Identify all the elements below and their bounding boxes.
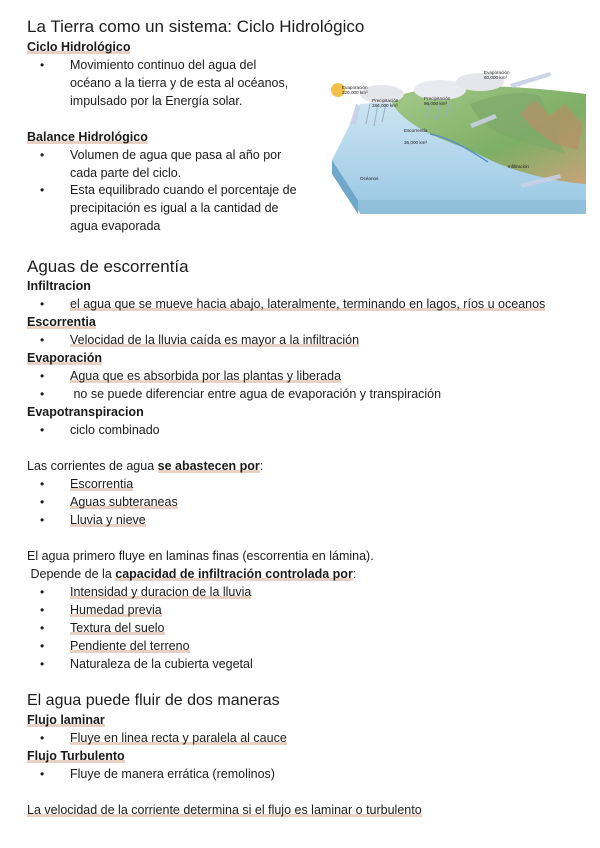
ciclo-line-3: impulsado por la Energía solar.: [70, 94, 243, 108]
corrientes-intro: [27, 459, 263, 473]
laminas-item-3: Textura del suelo: [70, 621, 165, 635]
evapotranspiracion-heading: Evapotranspiracion: [27, 405, 144, 419]
laminas-line-2-end: :: [352, 567, 357, 581]
label-evap-land: Evaporación: [484, 70, 510, 75]
flujo-turbulento-heading: Flujo Turbulento: [27, 749, 125, 763]
bullet-icon: •: [40, 148, 45, 162]
bullet-icon: •: [40, 183, 45, 197]
escorrentia-heading: Escorrentia: [27, 315, 96, 329]
laminas-item-1: Intensidad y duracion de la lluvia: [70, 585, 252, 599]
laminas-line-1: El agua primero fluye en laminas finas (escorrentia en lámina).: [27, 549, 374, 563]
corrientes-item-2: Aguas subteraneas: [70, 495, 178, 509]
balance-b2-line-1: Esta equilibrado cuando el porcentaje de: [70, 183, 297, 197]
laminas-line-2-plain: Depende de la: [27, 567, 116, 581]
flujo-laminar-heading: Flujo laminar: [27, 713, 105, 727]
balance-b2-line-2: precipitación es igual a la cantidad de: [70, 201, 279, 215]
flujo-turbulento-item: Fluye de manera errática (remolinos): [70, 767, 275, 781]
bullet-icon: •: [40, 603, 45, 617]
bullet-icon: •: [40, 423, 45, 437]
label-runoff-val: 36,000 km³: [404, 140, 427, 145]
label-precip-land-val: 96,000 km³: [424, 101, 447, 106]
bullet-icon: •: [40, 58, 45, 72]
corrientes-intro-plain: Las corrientes de agua: [27, 459, 158, 473]
flujo-section-title: El agua puede fluir de dos maneras: [27, 692, 280, 709]
bullet-icon: •: [40, 369, 45, 383]
bullet-icon: •: [40, 657, 45, 671]
corrientes-item-1: Escorrentia: [70, 477, 134, 491]
label-runoff: Escorrentía: [404, 128, 428, 133]
evapotranspiracion-item: ciclo combinado: [70, 423, 160, 437]
laminas-line-2: [27, 567, 356, 581]
ciclo-heading: Ciclo Hidrológico: [27, 40, 131, 54]
escorrentia-item: Velocidad de la lluvia caída es mayor a la infiltración: [70, 333, 360, 347]
corrientes-intro-end: :: [259, 459, 264, 473]
bullet-icon: •: [40, 297, 45, 311]
laminas-item-5: Naturaleza de la cubierta vegetal: [70, 657, 253, 671]
evaporacion-item-1: Agua que es absorbida por las plantas y liberada: [70, 369, 342, 383]
label-evap-ocean: Evaporación: [342, 85, 368, 90]
laminas-line-2-bold: capacidad de infiltración controlada por: [115, 567, 353, 581]
bullet-icon: •: [40, 621, 45, 635]
flujo-conclusion: La velocidad de la corriente determina si el flujo es laminar o turbulento: [27, 803, 422, 817]
infiltracion-item: el agua que se mueve hacia abajo, lateralmente, terminando en lagos, ríos u oceanos: [70, 297, 546, 311]
laminas-item-4: Pendiente del terreno: [70, 639, 190, 653]
hydrologic-cycle-diagram: [320, 64, 586, 216]
flujo-laminar-item: Fluye en linea recta y paralela al cauce: [70, 731, 287, 745]
label-evap-land-val: 60,000 km³: [484, 75, 507, 80]
bullet-icon: •: [40, 477, 45, 491]
balance-b1-line-1: Volumen de agua que pasa al año por: [70, 148, 282, 162]
label-evap-ocean-val: 320,000 km³: [342, 90, 368, 95]
label-precip-ocean-val: 284,000 km³: [372, 103, 398, 108]
balance-heading: Balance Hidrológico: [27, 130, 148, 144]
label-precip-land: Precipitación: [424, 96, 451, 101]
balance-b2-line-3: agua evaporada: [70, 219, 161, 233]
bullet-icon: •: [40, 767, 45, 781]
escorrentia-section-title: Aguas de escorrentía: [27, 257, 189, 276]
bullet-icon: •: [40, 585, 45, 599]
page-title: La Tierra como un sistema: Ciclo Hidrológico: [27, 17, 365, 36]
bullet-icon: •: [40, 639, 45, 653]
laminas-item-2: Humedad previa: [70, 603, 162, 617]
bullet-icon: •: [40, 387, 45, 401]
label-ocean: Océanos: [360, 176, 379, 181]
ciclo-line-2: océano a la tierra y de esta al océanos,: [70, 76, 289, 90]
infiltracion-heading: Infiltracion: [27, 279, 91, 293]
balance-b1-line-2: cada parte del ciclo.: [70, 166, 182, 180]
label-infiltration: Infiltración: [508, 164, 529, 169]
bullet-icon: •: [40, 513, 45, 527]
evaporacion-item-2: no se puede diferenciar entre agua de evaporación y transpiración: [70, 387, 442, 401]
evaporacion-heading: Evaporación: [27, 351, 103, 365]
corrientes-intro-bold: se abastecen por: [157, 459, 260, 473]
bullet-icon: •: [40, 731, 45, 745]
ciclo-line-1: Movimiento continuo del agua del: [70, 58, 257, 72]
corrientes-item-3: Lluvia y nieve: [70, 513, 146, 527]
bullet-icon: •: [40, 333, 45, 347]
bullet-icon: •: [40, 495, 45, 509]
hydrologic-cycle-illustration: [320, 64, 586, 216]
label-precip-ocean: Precipitación: [372, 98, 399, 103]
